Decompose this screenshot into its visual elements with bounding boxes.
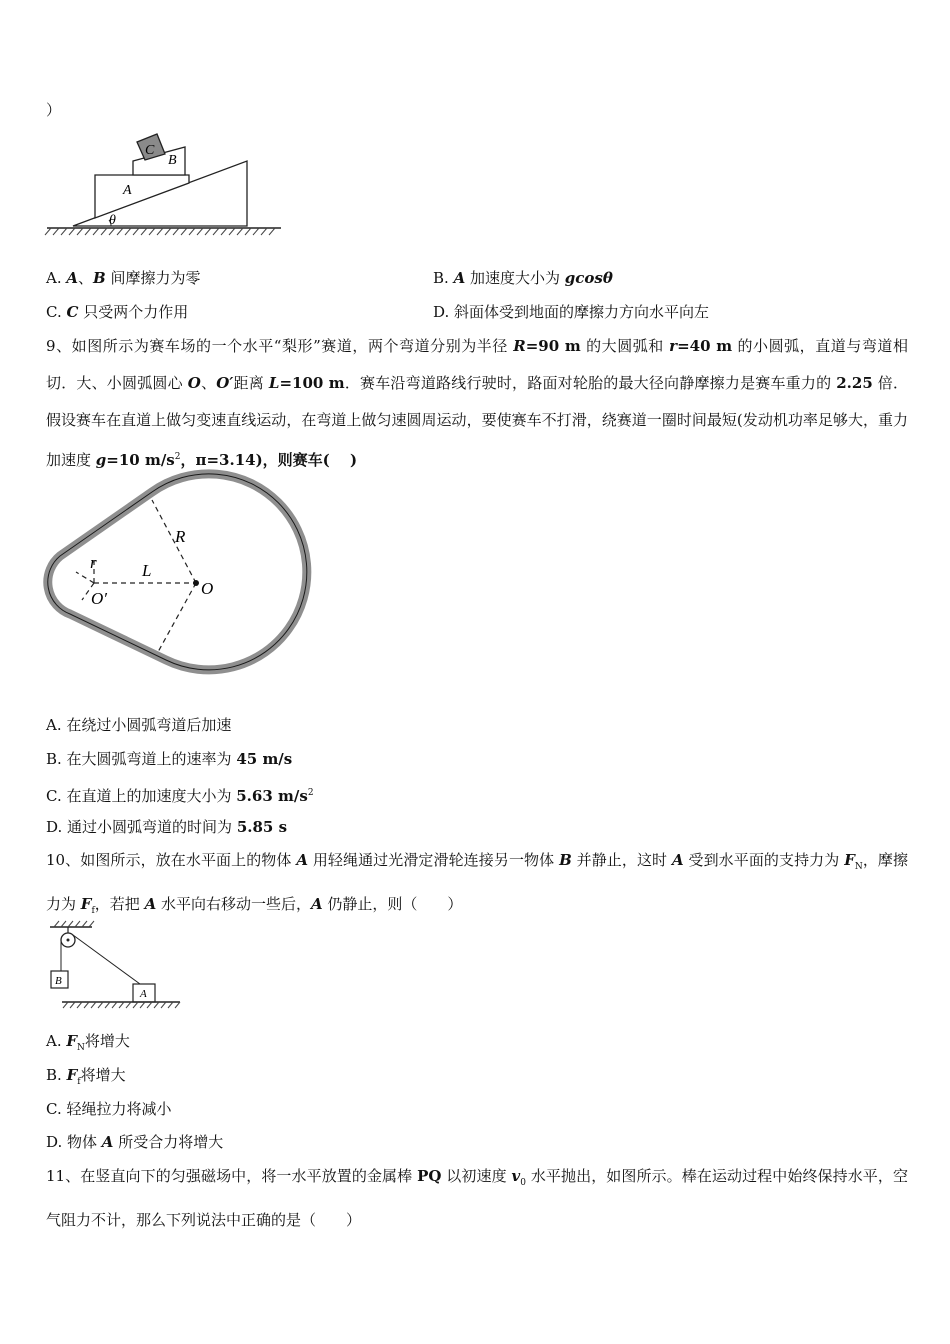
svg-text:A: A [140,988,147,1000]
q8-option-b: B. A 加速度大小为 gcosθ [433,269,613,287]
label-b: B [168,153,177,168]
label-R: R [175,527,186,546]
track-outline [48,474,307,670]
q10-option-c: C. 轻绳拉力将减小 [46,1100,172,1118]
label-c: C [145,143,155,158]
label-O-prime: O′ [91,589,107,608]
q8-option-c: C. C 只受两个力作用 [46,303,189,321]
top-paren: ） [46,101,62,119]
q9-option-c: C. 在直道上的加速度大小为 5.63 $m/s^2$ [46,787,314,805]
label-a: A [123,183,132,198]
q8-option-d: D. 斜面体受到地面的摩擦力方向水平向左 [433,303,710,321]
q9-option-d: D. 通过小圆弧弯道的时间为 5.85 s [46,818,288,836]
rope-to-a [73,935,140,984]
q9-option-b: B. 在大圆弧弯道上的速率为 45 m/s [46,750,293,768]
label-r: r [90,553,97,572]
label-O: O [201,579,214,598]
label-L: L [142,561,152,580]
label-theta: θ [109,213,116,228]
q11-question: 11、在竖直向下的匀强磁场中，将一水平放置的金属棒 PQ 以初速度 $v_0$ 水平抛出，如图所示。棒在运动过程中始终保持水平，空气阻力不计，那么下列说法中正确的是（ ） [46,1167,908,1229]
q8-incline-figure [45,128,285,238]
q10-pulley-figure [48,920,188,1010]
q9-track-figure [48,480,308,680]
q10-option-b: B. $F_f$将增大 [46,1066,126,1087]
q10-option-a: A. $F_N$将增大 [46,1032,130,1053]
svg-text:B: B [55,975,62,987]
center-o-dot [193,580,199,586]
q9-option-a: A. 在绕过小圆弧弯道后加速 [46,716,232,734]
q8-option-a: A. A、B 间摩擦力为零 [46,269,201,287]
q10-question: 10、如图所示，放在水平面上的物体 A 用轻绳通过光滑定滑轮连接另一物体 B 并静止，这时 A 受到水平面的支持力为 $F_N$，摩擦力为 $F_f$，若把 A 水平向右移动一些后，A 仍静止，则（ ） [46,851,908,916]
q9-question: 9、如图所示为赛车场的一个水平“梨形”赛道，两个弯道分别为半径 R=90 m 的大圆弧和 r=40 m 的小圆弧，直道与弯道相切．大、小圆弧圆心 O、O′距离 L=100 m．赛车沿弯道路线行驶时，路面对轮胎的最大径向静摩擦力是赛车重力的 2.25 倍．假设赛车在直道上做匀变速直线运动，在弯道上做匀速圆周运动，要使赛车不打滑，绕赛道一圈时间最短(发动机功率足够大，重力加速度 g=10 $m/s^2$，π=3.14)，则赛车( ) [46,337,908,469]
q10-option-d: D. 物体 A 所受合力将增大 [46,1133,224,1151]
